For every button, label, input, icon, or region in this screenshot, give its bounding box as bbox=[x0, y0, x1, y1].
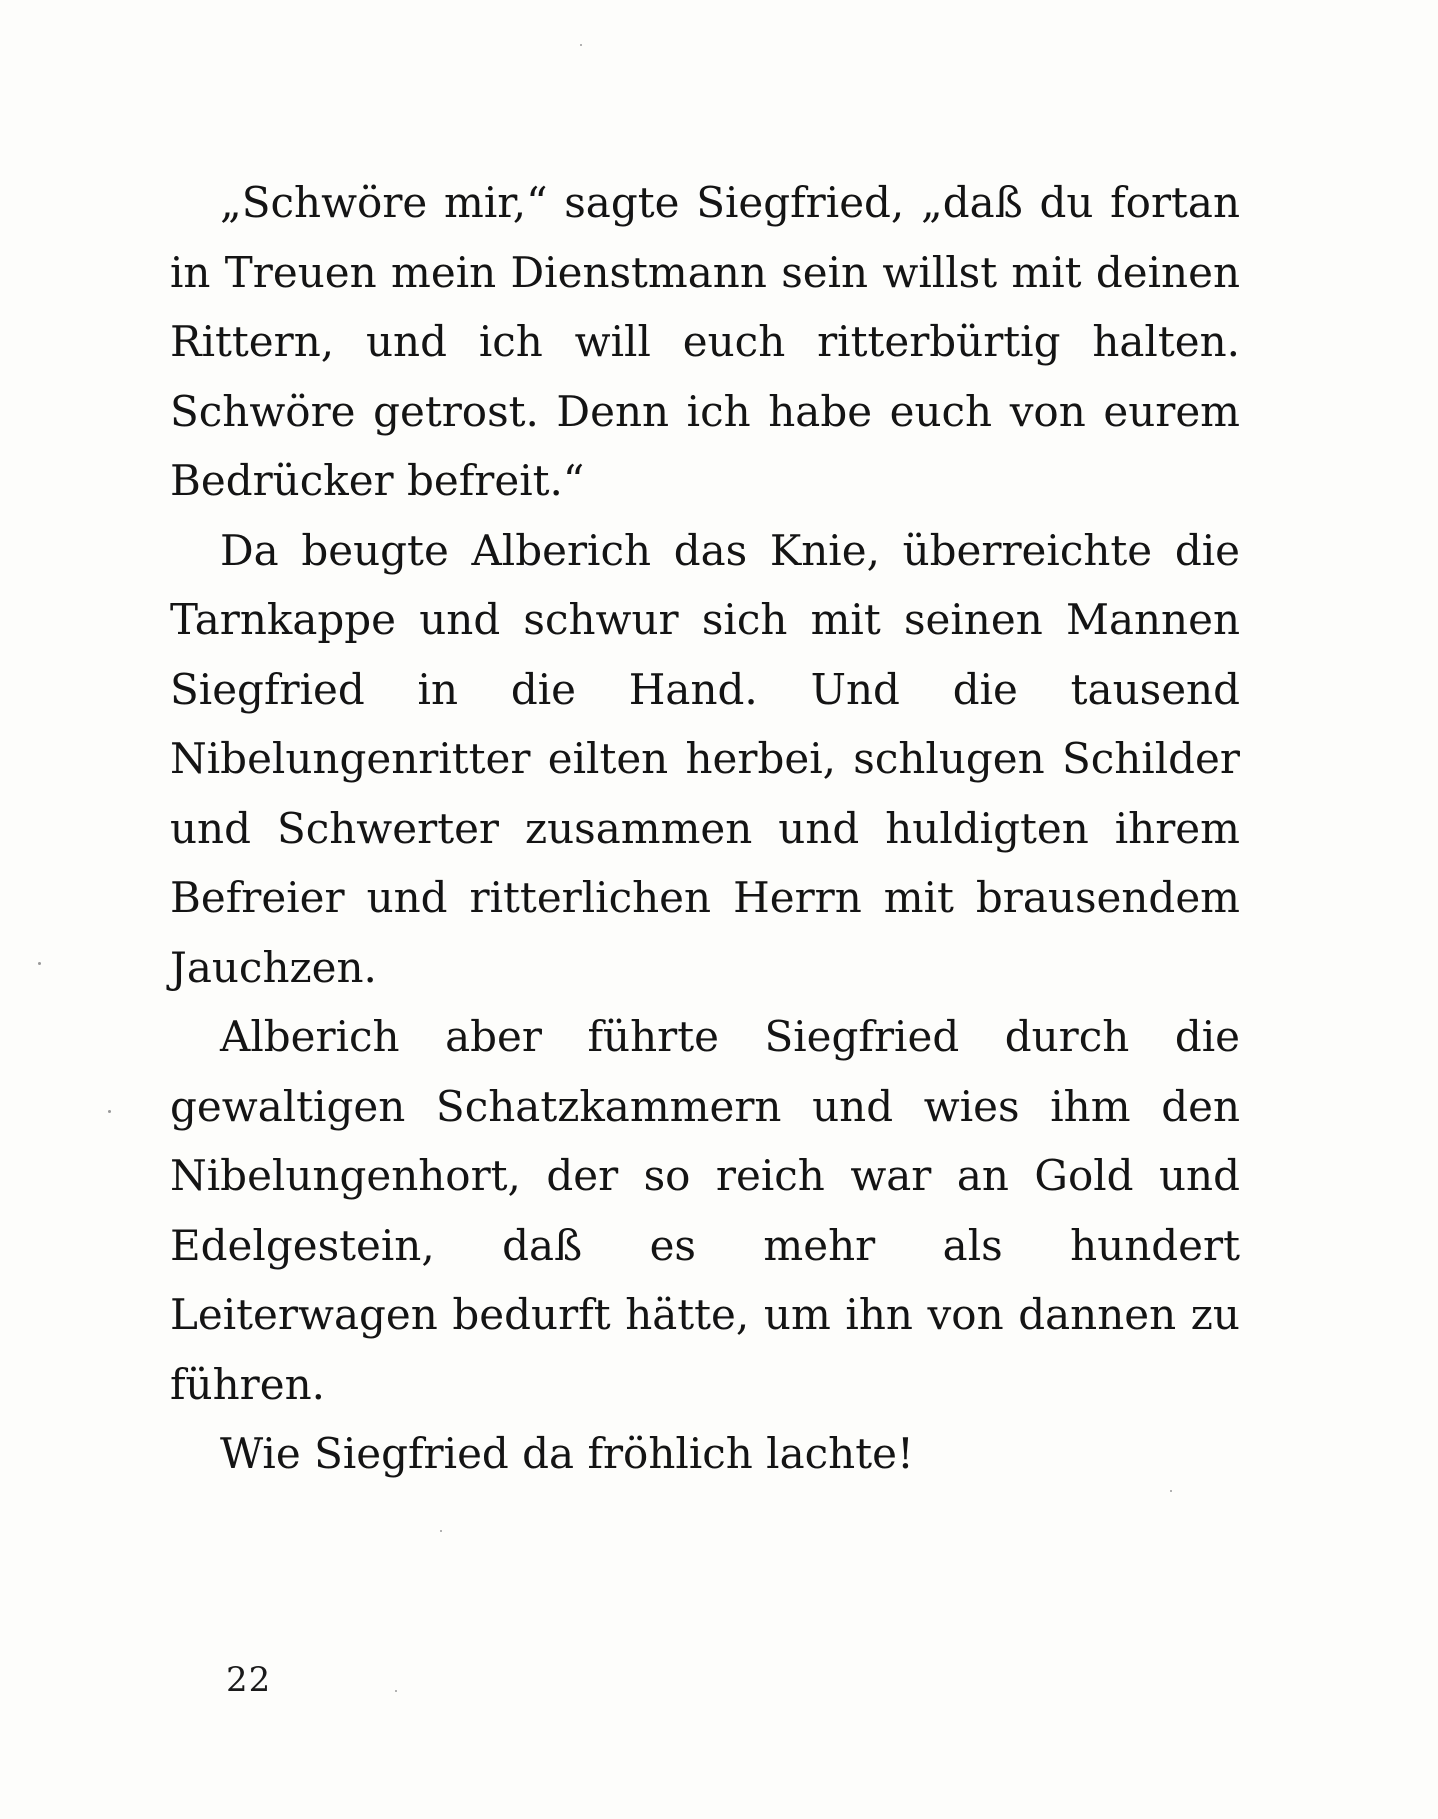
paper-speck bbox=[440, 1530, 442, 1532]
paper-speck bbox=[38, 962, 41, 965]
paragraph-siegfried-laughs: Wie Siegfried da fröhlich lachte! bbox=[220, 1429, 914, 1478]
paper-speck bbox=[395, 1690, 397, 1692]
paragraph-oath: „Schwöre mir,“ sagte Siegfried, „daß du fortan in Treuen mein Dienstmann sein willst mit deinen Rittern, und ich will euch ritterbürtig halten. Schwöre getrost. Denn ich habe euch von eurem Bedrücker befreit.“ bbox=[170, 178, 1240, 505]
paper-speck bbox=[580, 44, 582, 46]
body-text bbox=[170, 168, 1240, 1489]
paragraph-treasure: Alberich aber führte Siegfried durch die gewaltigen Schatzkammern und wies ihm den Nibelungenhort, der so reich war an Gold und Edelgestein, daß es mehr als hundert Leiterwagen bedurft hätte, um ihn von dannen zu führen. bbox=[170, 1012, 1240, 1409]
paper-speck bbox=[108, 1110, 111, 1113]
page-number: 22 bbox=[226, 1660, 272, 1700]
paper-speck bbox=[1170, 1490, 1172, 1492]
paragraph-alberich-kneels: Da beugte Alberich das Knie, überreichte die Tarnkappe und schwur sich mit seinen Mannen Siegfried in die Hand. Und die tausend Nibelungenritter eilten herbei, schlugen Schilder und Schwerter zusammen und huldigten ihrem Befreier und ritterlichen Herrn mit brausendem Jauchzen. bbox=[170, 525, 1240, 992]
